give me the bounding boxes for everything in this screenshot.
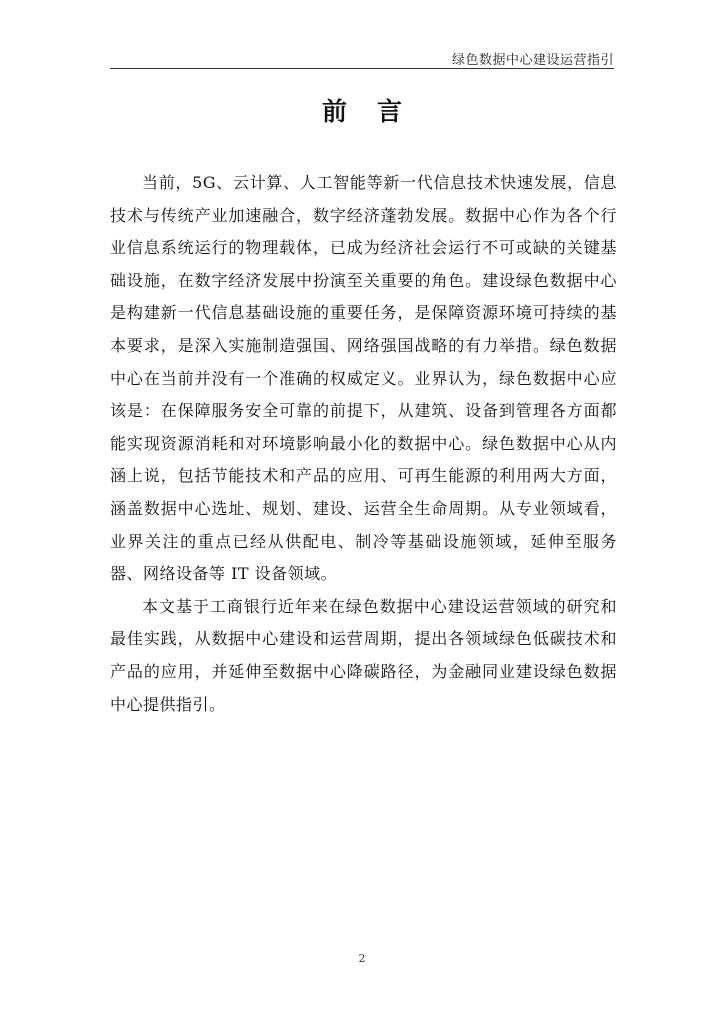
header-divider: [110, 68, 614, 69]
page-number: 2: [358, 952, 366, 965]
page-title: 前言: [321, 97, 432, 126]
running-header-title: 绿色数据中心建设运营指引: [451, 53, 614, 68]
paragraph-purpose: 本文基于工商银行近年来在绿色数据中心建设运营领域的研究和最佳实践，从数据中心建设和运营周期，提出各领域绿色低碳技术和产品的应用，并延伸至数据中心降碳路径，为金融同业建设绿色数据中心提供指引。: [110, 596, 617, 714]
paragraph-intro: 当前，5G、云计算、人工智能等新一代信息技术快速发展，信息技术与传统产业加速融合，数字经济蓬勃发展。数据中心作为各个行业信息系统运行的物理载体，已成为经济社会运行不可或缺的关键基础设施，在数字经济发展中扮演至关重要的角色。建设绿色数据中心是构建新一代信息基础设施的重要任务，是保障资源环境可持续的基本要求，是深入实施制造强国、网络强国战略的有力举措。绿色数据中心在当前并没有一个准确的权威定义。业界认为，绿色数据中心应该是：在保障服务安全可靠的前提下，从建筑、设备到管理各方面都能实现资源消耗和对环境影响最小化的数据中心。绿色数据中心从内涵上说，包括节能技术和产品的应用、可再生能源的利用两大方面，涵盖数据中心选址、规划、建设、运营全生命周期。从专业领域看，业界关注的重点已经从供配电、制冷等基础设施领域，延伸至服务器、网络设备等 IT 设备领域。: [110, 173, 617, 584]
body-text: [110, 167, 617, 721]
